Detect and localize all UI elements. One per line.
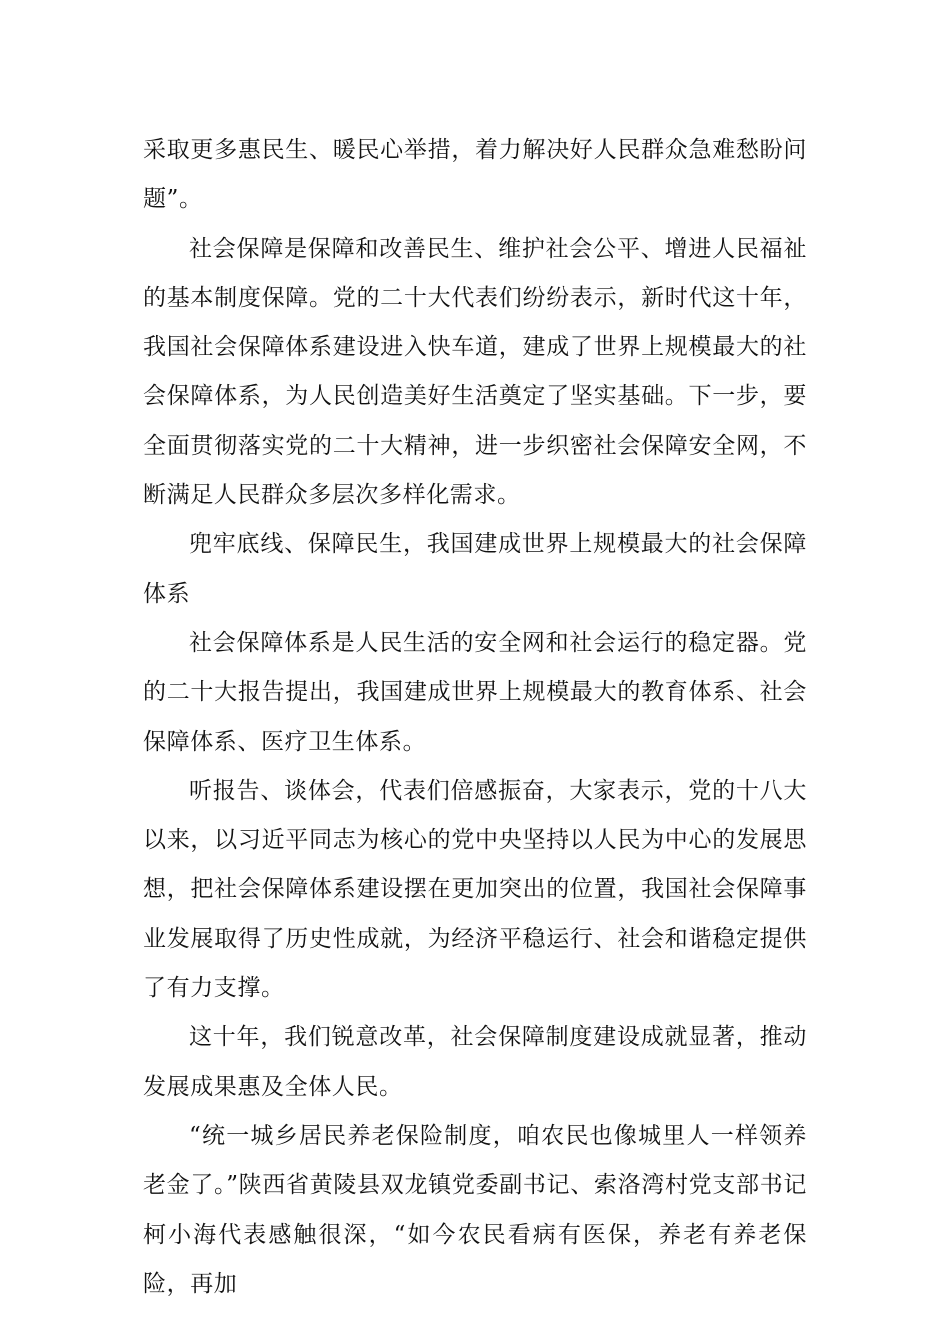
paragraph-continuation: 采取更多惠民生、暖民心举措，着力解决好人民群众急难愁盼问题”。 (143, 137, 807, 213)
paragraph-safety-net: 社会保障体系是人民生活的安全网和社会运行的稳定器。党的二十大报告提出，我国建成世界上规模最大的教育体系、社会保障体系、医疗卫生体系。 (143, 629, 807, 755)
document-body (143, 126, 807, 1309)
paragraph-reform-achievements: 这十年，我们锐意改革，社会保障制度建设成就显著，推动发展成果惠及全体人民。 (143, 1024, 807, 1100)
section-heading: 兜牢底线、保障民生，我国建成世界上规模最大的社会保障体系 (143, 531, 807, 607)
paragraph-social-security-intro: 社会保障是保障和改善民生、维护社会公平、增进人民福祉的基本制度保障。党的二十大代表们纷纷表示，新时代这十年，我国社会保障体系建设进入快车道，建成了世界上规模最大的社会保障体系，为人民创造美好生活奠定了坚实基础。下一步，要全面贯彻落实党的二十大精神，进一步织密社会保障安全网，不断满足人民群众多层次多样化需求。 (143, 235, 807, 509)
paragraph-delegate-quote: “统一城乡居民养老保险制度，咱农民也像城里人一样领养老金了。”陕西省黄陵县双龙镇党委副书记、索洛湾村党支部书记柯小海代表感触很深，“如今农民看病有医保，养老有养老保险，再加 (143, 1122, 807, 1297)
paragraph-delegates-reaction: 听报告、谈体会，代表们倍感振奋，大家表示，党的十八大以来，以习近平同志为核心的党中央坚持以人民为中心的发展思想，把社会保障体系建设摆在更加突出的位置，我国社会保障事业发展取得了历史性成就，为经济平稳运行、社会和谐稳定提供了有力支撑。 (143, 777, 807, 1002)
